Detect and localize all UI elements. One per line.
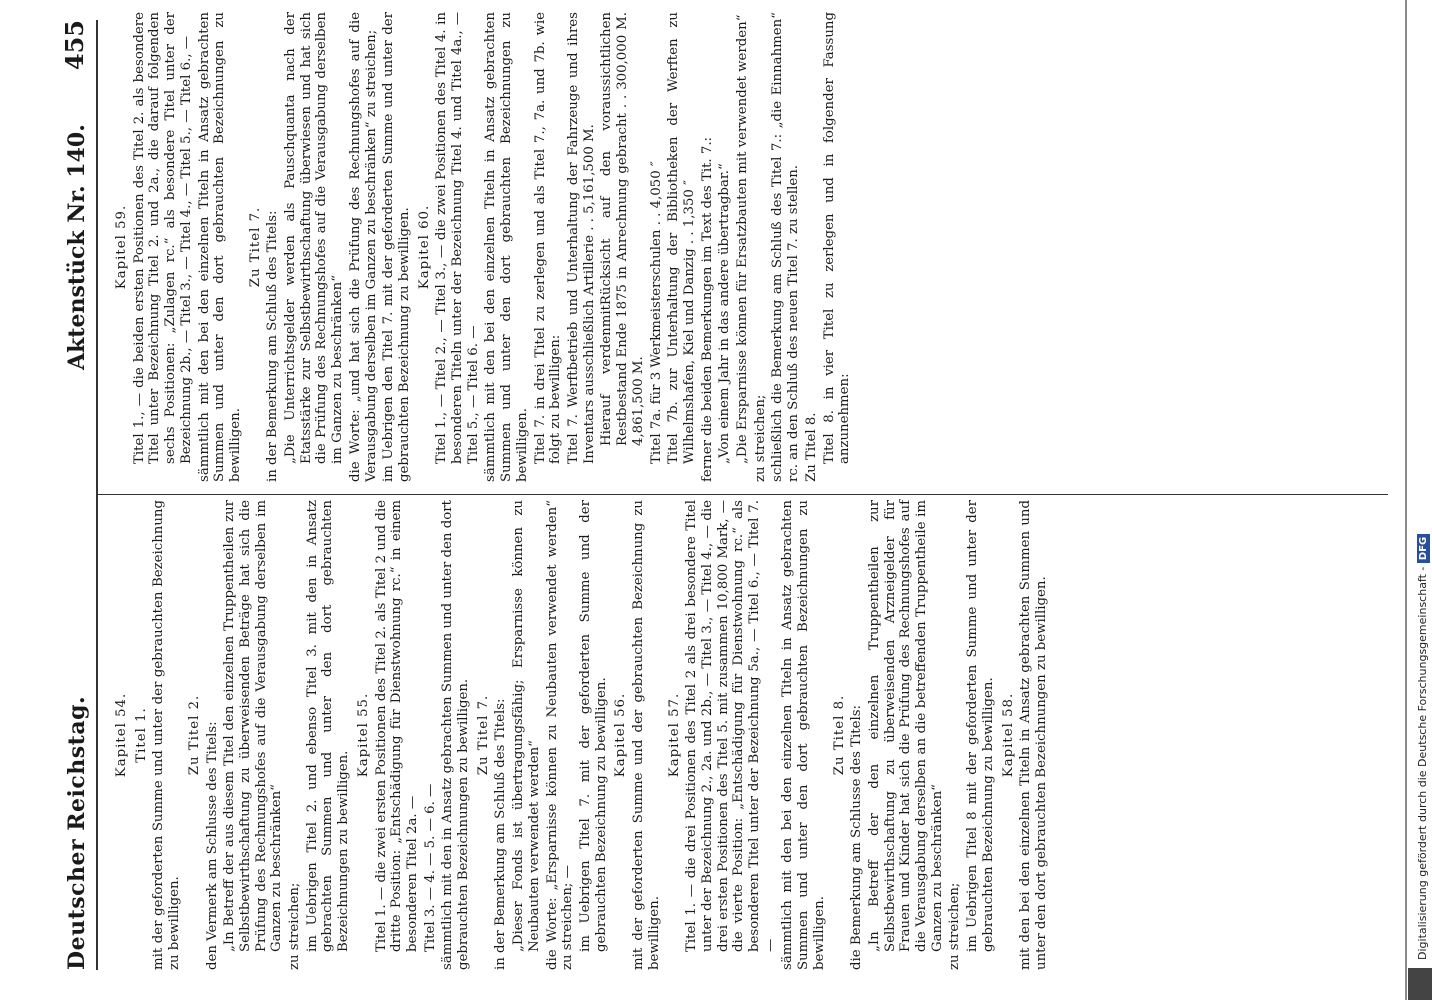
- paragraph: ferner die beiden Bemerkungen im Text des Tit. 7.:: [699, 136, 715, 482]
- section-heading: Kapitel 57.: [666, 692, 682, 778]
- paragraph: die Worte: „Ersparnisse können zu Neubauten verwendet werden“ zu streichen; —: [544, 500, 576, 970]
- paragraph: „Die Unterrichtsgelder werden als Pauschquanta nach der Etatsstärke zur Selbstbewirthschaftung überwiesen und hat sich die Prüfung des Rechnungshofes auf die Verausgabung derselben im Ganzen zu beschränken“: [283, 12, 346, 464]
- side-attribution-text: [1413, 90, 1432, 960]
- paragraph: sämmtlich mit den in Ansatz gebrachten Summen und unter den dort gebrauchten Bezeichnungen zu bewilligen.: [440, 500, 472, 970]
- header-left-title: Deutscher Reichstag.: [64, 695, 90, 970]
- section-heading: Zu Titel 7.: [247, 206, 263, 288]
- paragraph: „In Betreff der aus diesem Titel den einzelnen Truppentheilen zur Selbstbewirthschaftung zu überweisenden Beträge hat sich die Prüfung des Rechnungshofes auf die Verausgabung derselben im Ganzen zu beschränken“: [222, 500, 285, 952]
- paragraph: Titel 8. in vier Titel zu zerlegen und in folgender Fassung anzunehmen:: [821, 12, 853, 464]
- paragraph: im Uebrigen Titel 2. und ebenso Titel 3. mit den in Ansatz gebrachten Summen und unter den dort gebrauchten Bezeichnungen zu bewilligen.: [304, 500, 352, 952]
- paragraph: „Die Ersparnisse können für Ersatzbauten mit verwendet werden“: [735, 14, 751, 464]
- section-heading: Kapitel 59.: [114, 204, 129, 290]
- section-heading: Zu Titel 7.: [475, 694, 491, 776]
- paragraph: Titel 7. Werftbetrieb und Unterhaltung der Fahrzeuge und ihres Inventars ausschließlich Artillerie . . 5,161,500 M.: [565, 12, 597, 464]
- section-heading: Kapitel 54.: [114, 692, 129, 778]
- column-divider: [98, 494, 1388, 495]
- page-edge-line: [1405, 0, 1407, 1000]
- section-heading: Zu Titel 8.: [831, 694, 847, 776]
- paragraph: Titel 1. — die drei Positionen des Titel 2 als drei besondere Titel unter der Bezeichnung 2., 2a. und 2b., — Titel 3., — Titel 4., — die drei ersten Positionen des Titel 5. mit zusammen 10,800 Mark, — die vierte Position: „Entschädigung für Dienstwohnung rc.“ als besonderen Titel unter der Bezeichnung 5a., — Titel 6., — Titel 7. —: [684, 500, 778, 952]
- section-heading: Titel 1.: [133, 707, 149, 763]
- paragraph: mit der geforderten Summe und der gebrauchten Bezeichnung zu bewilligen.: [631, 500, 662, 970]
- paragraph: Titel 7b. zur Unterhaltung der Bibliotheken der Werften zu Wilhelmshafen, Kiel und Danzig . . 1,350 ″: [666, 12, 697, 464]
- paragraph: mit der geforderten Summe und unter der gebrauchten Bezeichnung zu bewilligen.: [151, 500, 183, 970]
- paragraph: „In Betreff der den einzelnen Truppentheilen zur Selbstbewirthschaftung zu überweisenden Arzneigelder für Frauen und Kinder hat sich die Prüfung des Rechnungshofes auf die Verausgabung derselben an die betreffenden Truppentheile im Ganzen zu beschränken“: [866, 500, 945, 952]
- paragraph: sämmtlich mit den bei den einzelnen Titeln in Ansatz gebrachten Summen und unter den dort gebrauchten Bezeichnungen zu bewilligen.: [780, 500, 827, 970]
- paragraph: zu streichen;: [752, 394, 768, 482]
- paragraph: Titel 1., — Titel 2., — Titel 3., — die zwei Positionen des Titel 4. in besonderen Titeln unter der Bezeichnung Titel 4. und Titel 4a., — Titel 5., — Titel 6. —: [434, 12, 481, 464]
- section-heading: Kapitel 55.: [355, 692, 371, 778]
- scan-corner-mark: [1408, 968, 1432, 1000]
- paragraph: Hierauf verdenmitRücksicht auf den voraussichtlichen Restbestand Ende 1875 in Anrechnung gebracht . . 300,000 M. 4,861,500 M.: [599, 12, 646, 446]
- paragraph: im Uebrigen Titel 7. mit der geforderten Summe und der gebrauchten Bezeichnung zu bewilligen.: [577, 500, 609, 952]
- side-attribution: [1411, 90, 1431, 960]
- paragraph: im Uebrigen den Titel 7. mit der geforderten Summe und unter der gebrauchten Bezeichnung zu bewilligen.: [381, 12, 412, 482]
- section-heading: Kapitel 60.: [416, 204, 432, 290]
- header-rule: [96, 20, 98, 970]
- paragraph: „Dieser Fonds ist übertragungsfähig; Ersparnisse können zu Neubauten verwendet werden“: [511, 500, 542, 952]
- paragraph: Titel 1. — die zwei ersten Positionen des Titel 2. als Titel 2 und die dritte Position: „Entschädigung für Dienstwohnung rc.“ in einem besonderen Titel 2a. —: [373, 500, 420, 952]
- page-number: 455: [60, 20, 89, 71]
- section-heading: Kapitel 58.: [1000, 692, 1016, 778]
- paragraph: Titel 7a. für 3 Werkmeisterschulen . . 4,050 ″: [648, 161, 664, 464]
- paragraph: die Worte: „und hat sich die Prüfung des Rechnungshofes auf die Verausgabung derselben im Ganzen zu beschränken“ zu streichen;: [347, 12, 379, 482]
- header-document-number: Aktenstück Nr. 140.: [64, 124, 90, 370]
- paragraph: in der Bemerkung am Schluß des Titels:: [493, 698, 509, 970]
- paragraph: im Uebrigen Titel 8 mit der geforderten Summe und unter der gebrauchten Bezeichnung zu bewilligen.: [965, 500, 996, 952]
- dfg-logo: DFG: [1417, 534, 1430, 563]
- paragraph: sämmtlich mit den bei den einzelnen Titeln in Ansatz gebrachten Summen und unter den dort gebrauchten Bezeichnungen zu bewilligen.: [483, 12, 530, 482]
- paragraph: zu streichen;: [287, 882, 303, 970]
- section-heading: Zu Titel 2.: [186, 694, 202, 776]
- right-column: [110, 12, 855, 482]
- rotated-page: [18, 0, 1388, 990]
- paragraph: Titel 3. — 4. — 5. — 6. —: [422, 783, 438, 952]
- paragraph: Titel 1., — die beiden ersten Positionen des Titel 2. als besondere Titel unter Bezeichnung Titel 2. und 2a., die darauf folgenden sechs Positionen: „Zulagen rc.“ als besondere Titel unter der Bezeichnung 2b., — Titel 3., — Titel 4., — Titel 5., — Titel 6., —: [131, 12, 194, 464]
- page-header: [56, 20, 96, 970]
- paragraph: zu streichen;: [947, 882, 963, 970]
- section-heading: Kapitel 56.: [613, 692, 629, 778]
- paragraph: die Bemerkung am Schlusse des Titels:: [849, 704, 865, 970]
- paragraph: den Vermerk am Schlusse des Titels:: [204, 721, 220, 970]
- attribution-label: Digitalisierung gefördert durch die Deutsche Forschungsgemeinschaft -: [1416, 563, 1429, 960]
- paragraph: „Von einem Jahr in das andere übertragbar.“: [717, 163, 733, 464]
- paragraph: Titel 7. in drei Titel zu zerlegen und als Titel 7., 7a. und 7b. wie folgt zu bewilligen:: [532, 12, 564, 464]
- paragraph: mit den bei den einzelnen Titeln in Ansatz gebrachten Summen und unter den dort gebrauchten Bezeichnungen zu bewilligen.: [1018, 500, 1049, 970]
- paragraph: schließlich die Bemerkung am Schluß des Titel 7.: „die Einnahmen“ rc. an den Schluß des neuen Titel 7. zu stellen.: [770, 12, 802, 482]
- paragraph: sämmtlich mit den bei den einzelnen Titeln in Ansatz gebrachten Summen und unter den dort gebrauchten Bezeichnungen zu bewilligen.: [196, 12, 243, 482]
- paragraph: in der Bemerkung am Schluß des Titels:: [265, 210, 281, 482]
- paragraph: Zu Titel 8.: [803, 412, 819, 482]
- left-column: [110, 500, 1052, 970]
